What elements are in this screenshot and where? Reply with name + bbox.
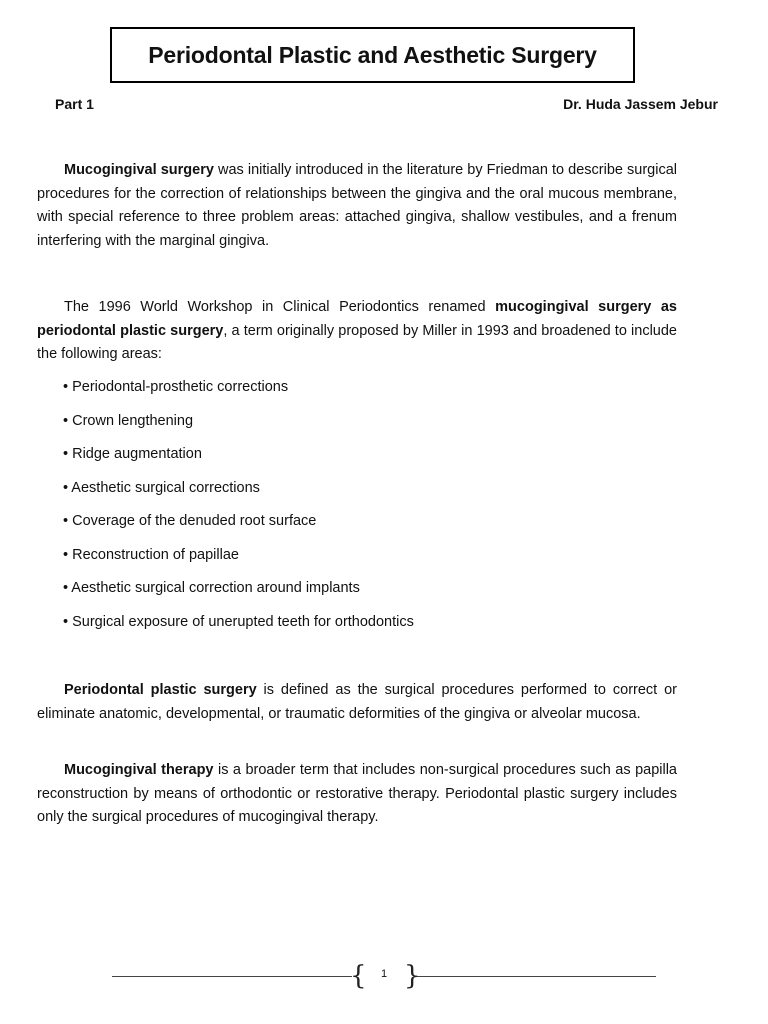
paragraph-mucogingival-surgery <box>37 159 677 253</box>
list-item: • Ridge augmentation <box>63 446 202 462</box>
footer-rule-left <box>112 976 352 977</box>
paragraph-periodontal-plastic-surgery <box>37 679 677 726</box>
footer-rule-right <box>414 976 656 977</box>
list-item: • Reconstruction of papillae <box>63 546 239 563</box>
list-item: • Periodontal-prosthetic corrections <box>63 379 289 395</box>
paragraph-text: is defined as the surgical procedures performed to correct or eliminate anatomic, developmental, or traumatic deformities of the gingiva or alveolar mucosa. <box>37 682 677 722</box>
author-name: Dr. Huda Jassem Jebur <box>563 96 718 112</box>
paragraph-text: was initially introduced in the literature by Friedman to describe surgical procedures for the correction of relationships between the gingiva and the oral mucous membrane, with special reference to three problem areas: attached gingiva, shallow vestibules, and a frenum interfering with the marginal gingiva. <box>37 162 677 249</box>
list-item: • Aesthetic surgical correction around implants <box>63 580 360 596</box>
term-mucogingival-surgery: Mucogingival surgery <box>64 162 214 178</box>
part-label: Part 1 <box>55 96 94 112</box>
areas-list <box>63 377 414 645</box>
list-item: • Crown lengthening <box>63 412 194 429</box>
paragraph-text: , a term originally proposed by Miller in 1993 and broadened to include the following areas: <box>37 322 677 362</box>
paragraph-text: The 1996 World Workshop in Clinical Periodontics renamed <box>64 299 496 315</box>
list-item: • Surgical exposure of unerupted teeth for orthodontics <box>63 613 414 630</box>
list-item: • Aesthetic surgical corrections <box>63 479 260 496</box>
page-title: Periodontal Plastic and Aesthetic Surgery <box>148 41 597 68</box>
page-number: 1 <box>380 968 388 980</box>
paragraph-world-workshop <box>37 296 677 367</box>
paragraph-text: is a broader term that includes non-surgical procedures such as papilla reconstruction by means of orthodontic or restorative therapy. Periodontal plastic surgery includes only the surgical procedures of mucogingival therapy. <box>37 762 677 825</box>
list-item: • Coverage of the denuded root surface <box>63 513 317 529</box>
title-box <box>110 27 635 83</box>
paragraph-mucogingival-therapy <box>37 759 677 830</box>
footer-brace-left: { <box>350 961 367 991</box>
term-periodontal-plastic-surgery: Periodontal plastic surgery <box>64 682 257 698</box>
term-mucogingival-therapy: Mucogingival therapy <box>64 762 214 778</box>
footer-brace-right: } <box>404 961 421 991</box>
term-renamed: mucogingival surgery as periodontal plastic surgery <box>37 299 677 339</box>
